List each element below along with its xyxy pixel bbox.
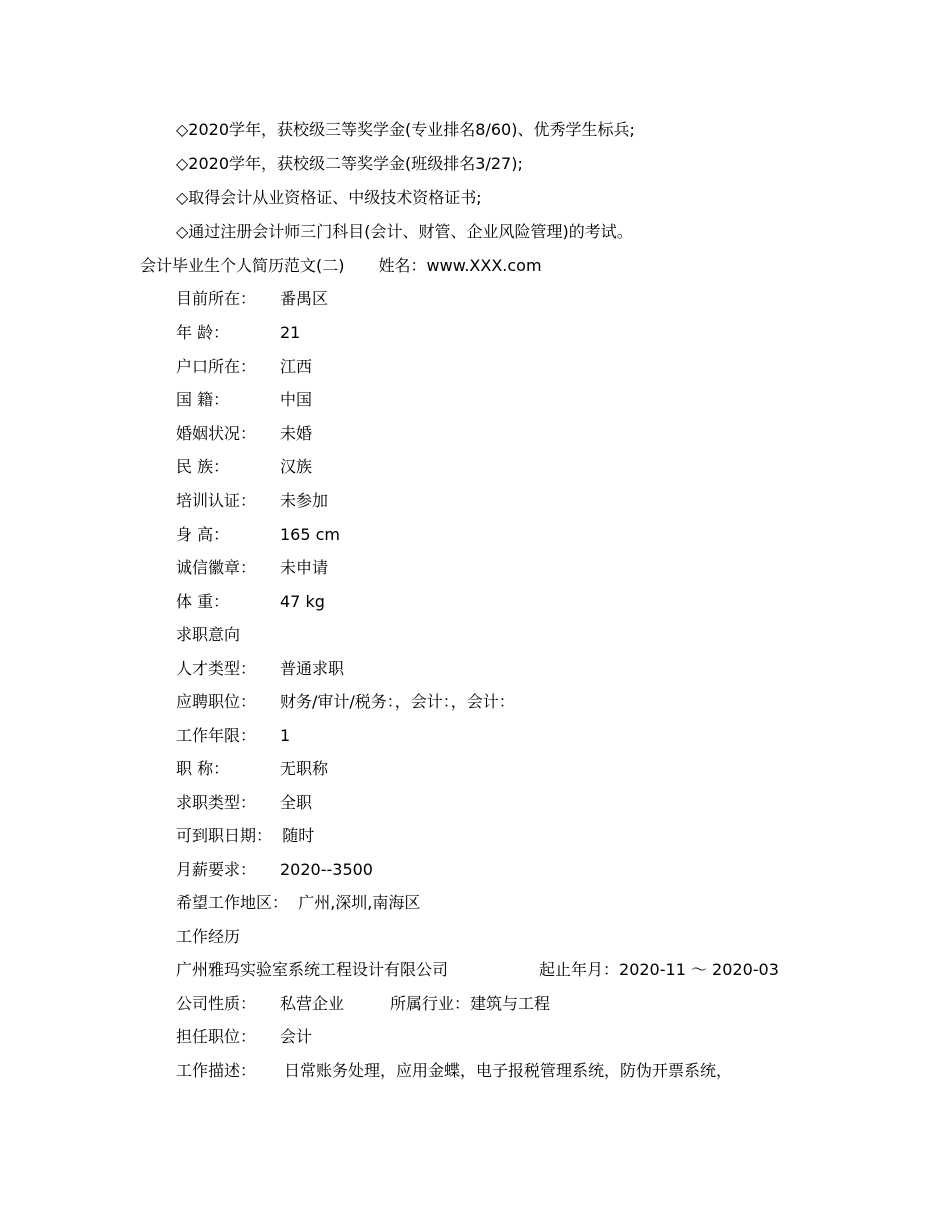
info-label: 民 族： — [176, 457, 230, 476]
info-row — [176, 893, 420, 913]
info-value: 番禺区 — [280, 289, 329, 308]
info-row — [176, 491, 329, 511]
info-value: 1 — [280, 726, 291, 745]
info-value: 未申请 — [280, 558, 329, 577]
info-label: 年 龄： — [176, 323, 230, 342]
experience-company-row — [176, 960, 779, 980]
name-value: www.XXX.com — [426, 256, 542, 275]
award-line: ◇取得会计从业资格证、中级技术资格证书; — [176, 188, 482, 207]
period-value: 2020-11 ～ 2020-03 — [619, 960, 779, 979]
award-line: ◇2020学年，获校级二等奖学金(班级排名3/27); — [176, 154, 523, 173]
period-label: 起止年月： — [539, 960, 620, 979]
info-value: 财务/审计/税务：，会计：，会计： — [280, 692, 515, 711]
info-value: 无职称 — [280, 759, 329, 778]
info-label: 身 高： — [176, 525, 230, 544]
info-row — [176, 390, 313, 410]
section-title-experience: 工作经历 — [176, 927, 241, 946]
info-value: 广州,深圳,南海区 — [298, 893, 421, 912]
resume-heading — [140, 256, 542, 276]
info-row — [176, 357, 313, 377]
info-label: 培训认证： — [176, 491, 257, 510]
name-label: 姓名： — [378, 256, 427, 275]
nature-label: 公司性质： — [176, 994, 257, 1013]
info-value: 未婚 — [280, 424, 313, 443]
info-row — [176, 726, 291, 746]
info-value: 汉族 — [280, 457, 313, 476]
info-label: 希望工作地区： — [176, 893, 289, 912]
info-value: 全职 — [280, 793, 313, 812]
period — [539, 960, 779, 980]
info-row — [176, 558, 329, 578]
info-row — [176, 1061, 733, 1081]
industry — [390, 994, 550, 1014]
info-value: 2020--3500 — [280, 860, 373, 879]
info-label: 应聘职位： — [176, 692, 257, 711]
info-value: 21 — [280, 323, 301, 342]
info-row — [176, 692, 515, 712]
experience-company-details — [176, 994, 551, 1014]
industry-label: 所属行业： — [390, 994, 471, 1013]
desc-value: 日常账务处理，应用金蝶，电子报税管理系统，防伪开票系统， — [284, 1061, 733, 1080]
info-row — [176, 793, 313, 813]
section-title-job-intent: 求职意向 — [176, 625, 241, 644]
position-label: 担任职位： — [176, 1027, 257, 1046]
info-label: 目前所在： — [176, 289, 257, 308]
info-value: 江西 — [280, 357, 313, 376]
info-label: 国 籍： — [176, 390, 230, 409]
info-value: 随时 — [282, 826, 315, 845]
info-label: 求职类型： — [176, 793, 257, 812]
industry-value: 建筑与工程 — [470, 994, 551, 1013]
info-label: 婚姻状况： — [176, 424, 257, 443]
info-label: 职 称： — [176, 759, 230, 778]
info-label: 体 重： — [176, 592, 230, 611]
info-label: 户口所在： — [176, 357, 257, 376]
info-row — [176, 659, 345, 679]
info-value: 中国 — [280, 390, 313, 409]
info-value: 47 kg — [280, 592, 325, 611]
desc-label: 工作描述： — [176, 1061, 257, 1080]
info-label: 工作年限： — [176, 726, 257, 745]
info-value: 未参加 — [280, 491, 329, 510]
info-row — [176, 525, 341, 545]
info-label: 诚信徽章： — [176, 558, 257, 577]
info-row — [176, 860, 373, 880]
info-row — [176, 592, 325, 612]
info-row — [176, 1027, 313, 1047]
info-row — [176, 289, 329, 309]
award-line: ◇2020学年，获校级三等奖学金(专业排名8/60)、优秀学生标兵; — [176, 120, 635, 139]
info-label: 人才类型： — [176, 659, 257, 678]
company-name: 广州雅玛实验室系统工程设计有限公司 — [176, 960, 449, 979]
info-row — [176, 323, 301, 343]
position-value: 会计 — [280, 1027, 313, 1046]
resume-title: 会计毕业生个人简历范文(二) — [140, 256, 345, 275]
nature-value: 私营企业 — [280, 994, 345, 1013]
info-row — [176, 759, 329, 779]
info-row — [176, 826, 314, 846]
info-row — [176, 424, 313, 444]
award-line: ◇通过注册会计师三门科目(会计、财管、企业风险管理)的考试。 — [176, 222, 633, 241]
info-label: 可到职日期： — [176, 826, 273, 845]
info-row — [176, 457, 313, 477]
info-label: 月薪要求： — [176, 860, 257, 879]
info-value: 普通求职 — [280, 659, 345, 678]
info-value: 165 cm — [280, 525, 341, 544]
